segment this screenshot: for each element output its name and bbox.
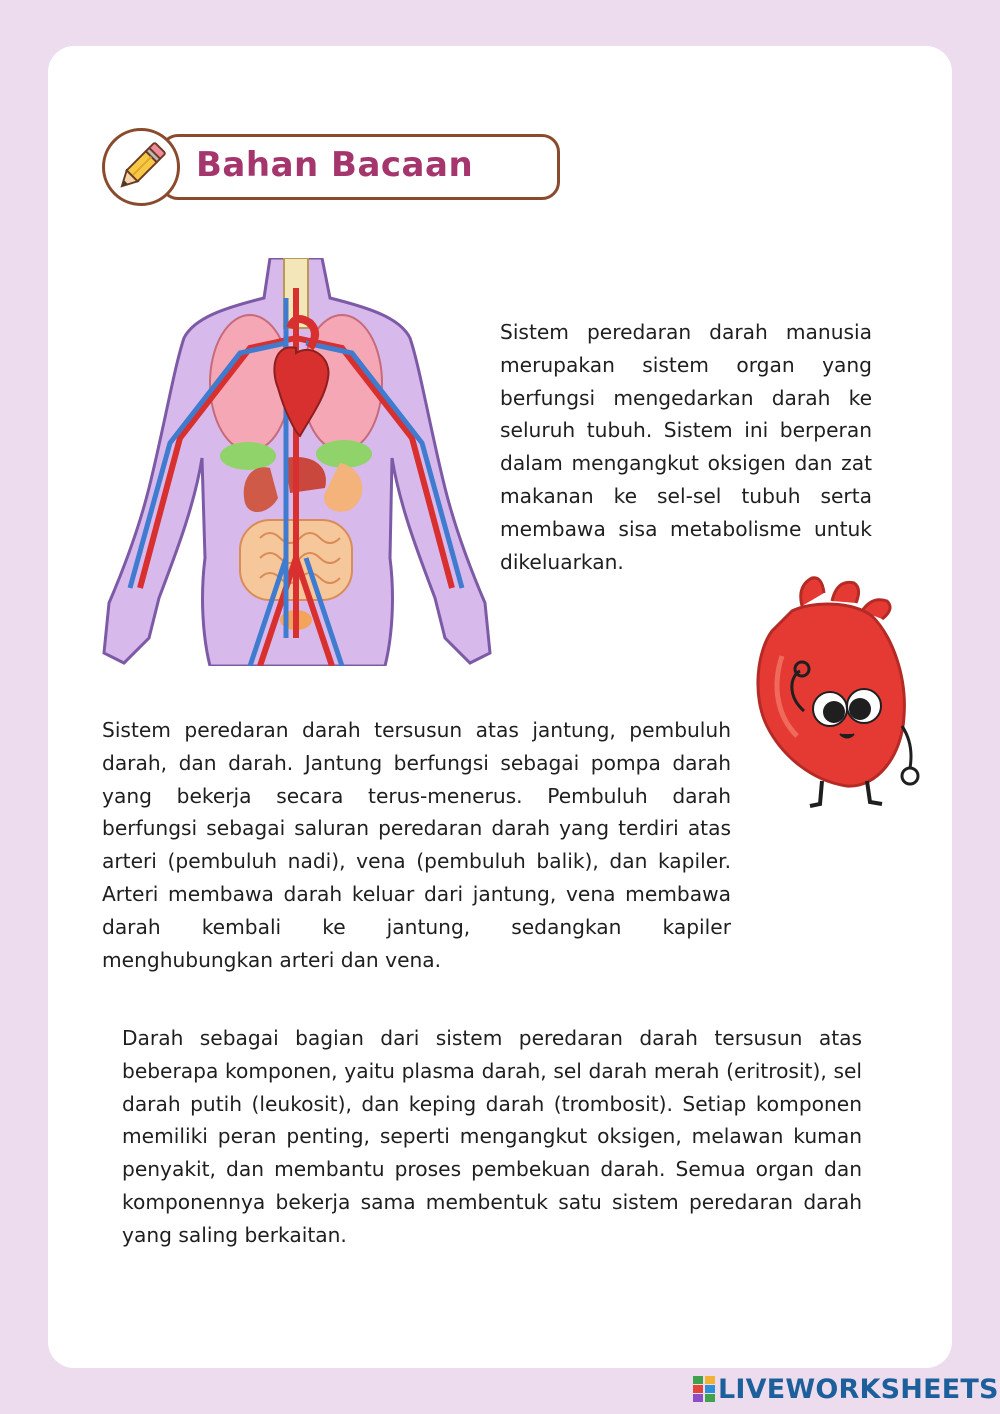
page-title: Bahan Bacaan [196, 145, 474, 185]
brand-name: LIVEWORKSHEETS [718, 1373, 999, 1405]
blood-components-paragraph: Darah sebagai bagian dari sistem peredaran darah tersusun atas beberapa komponen, yaitu plasma darah, sel darah merah (eritrosit), sel darah putih (leukosit), dan keping darah (trombosit). Setiap komponen memiliki peran penting, seperti mengangkut oksigen, melawan kuman penyakit, dan membantu proses pembekuan darah. Semua organ dan komponennya bekerja sama membentuk satu sistem peredaran darah yang saling berkaitan. [122, 1026, 862, 1247]
pencil-icon [112, 138, 170, 196]
structure-paragraph: Sistem peredaran darah tersusun atas jantung, pembuluh darah, dan darah. Jantung berfungsi sebagai pompa darah yang bekerja secara terus-menerus. Pembuluh darah berfungsi sebagai saluran peredaran darah yang terdiri atas arteri (pembuluh nadi), vena (pembuluh balik), dan kapiler. Arteri membawa darah keluar dari jantung, vena membawa darah kembali ke jantung, sedangkan kapiler menghubungkan arteri dan vena. [102, 718, 731, 972]
liveworksheets-logo[interactable] [692, 1372, 999, 1406]
liveworksheets-mark-icon [692, 1374, 716, 1404]
heart-mascot-icon [752, 576, 927, 811]
circulatory-system-illustration [100, 258, 492, 666]
intro-paragraph: Sistem peredaran darah manusia merupakan sistem organ yang berfungsi mengedarkan darah ke seluruh tubuh. Sistem ini berperan dalam mengangkut oksigen dan zat makanan ke sel-sel tubuh serta membawa sisa metabolisme untuk dikeluarkan. [500, 320, 872, 574]
